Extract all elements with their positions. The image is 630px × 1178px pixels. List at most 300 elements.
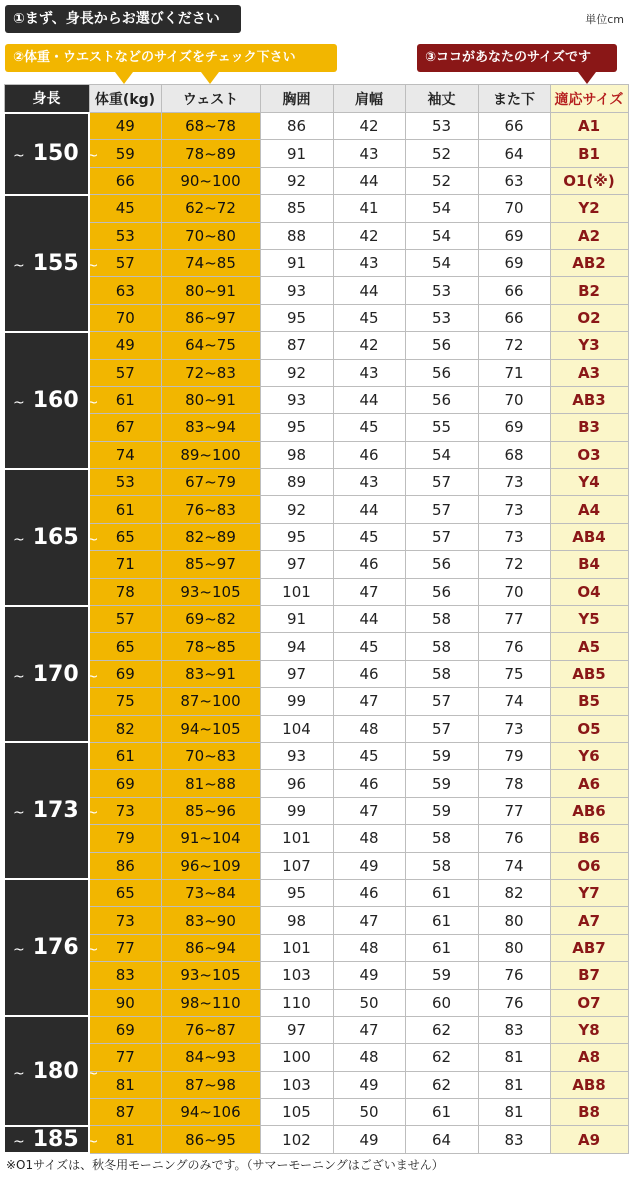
chest-cell: 92 (260, 167, 333, 194)
sleeve-cell: 57 (405, 715, 478, 742)
fit-size-cell: AB8 (550, 1071, 628, 1098)
waist-cell: 87~100 (161, 688, 260, 715)
sleeve-cell: 58 (405, 633, 478, 660)
fit-size-cell: Y4 (550, 469, 628, 496)
header-fit-size: 適応サイズ (550, 85, 628, 113)
unit-label: 単位cm (585, 13, 624, 26)
step1-banner: ①まず、身長からお選びください (5, 5, 241, 33)
chest-cell: 98 (260, 907, 333, 934)
height-value: 150 (32, 141, 79, 167)
chest-cell: 91 (260, 606, 333, 633)
waist-cell: 85~97 (161, 551, 260, 578)
tilde-right: ~ (86, 531, 99, 548)
weight-cell: 79 (89, 825, 161, 852)
sleeve-cell: 53 (405, 304, 478, 331)
sleeve-cell: 54 (405, 249, 478, 276)
waist-cell: 83~94 (161, 414, 260, 441)
height-value: 160 (32, 387, 79, 413)
sleeve-cell: 54 (405, 441, 478, 468)
waist-cell: 85~96 (161, 797, 260, 824)
fit-size-cell: A2 (550, 222, 628, 249)
sleeve-cell: 56 (405, 386, 478, 413)
tilde-left: ~ (13, 805, 25, 822)
shoulder-cell: 49 (333, 1071, 405, 1098)
shoulder-cell: 46 (333, 551, 405, 578)
inseam-cell: 76 (478, 962, 550, 989)
inseam-cell: 74 (478, 852, 550, 879)
fit-size-cell: A6 (550, 770, 628, 797)
arrow-down-icon (201, 72, 219, 84)
table-row (4, 113, 628, 140)
fit-size-cell: A1 (550, 113, 628, 140)
table-row (4, 825, 628, 852)
shoulder-cell: 47 (333, 907, 405, 934)
chest-cell: 96 (260, 770, 333, 797)
tilde-right: ~ (86, 257, 99, 274)
inseam-cell: 74 (478, 688, 550, 715)
weight-cell: 65 (89, 879, 161, 906)
table-body (4, 113, 628, 1154)
chest-cell: 95 (260, 304, 333, 331)
fit-size-cell: B4 (550, 551, 628, 578)
fit-size-cell: Y6 (550, 742, 628, 769)
weight-cell: 78 (89, 578, 161, 605)
header-shoulder: 肩幅 (333, 85, 405, 113)
tilde-right: ~ (86, 394, 99, 411)
height-cell (4, 606, 99, 743)
sleeve-cell: 54 (405, 195, 478, 222)
table-row (4, 715, 628, 742)
weight-cell: 77 (89, 1044, 161, 1071)
shoulder-cell: 42 (333, 113, 405, 140)
shoulder-cell: 48 (333, 825, 405, 852)
chest-cell: 86 (260, 113, 333, 140)
shoulder-cell: 49 (333, 1126, 405, 1153)
inseam-cell: 66 (478, 304, 550, 331)
chest-cell: 107 (260, 852, 333, 879)
inseam-cell: 71 (478, 359, 550, 386)
waist-cell: 62~72 (161, 195, 260, 222)
inseam-cell: 68 (478, 441, 550, 468)
inseam-cell: 70 (478, 578, 550, 605)
weight-cell: 81 (89, 1126, 161, 1153)
sleeve-cell: 62 (405, 1044, 478, 1071)
height-value: 170 (32, 661, 79, 687)
weight-cell: 69 (89, 1016, 161, 1043)
inseam-cell: 70 (478, 386, 550, 413)
table-row (4, 441, 628, 468)
sleeve-cell: 53 (405, 277, 478, 304)
weight-cell: 57 (89, 606, 161, 633)
chest-cell: 93 (260, 742, 333, 769)
weight-cell: 53 (89, 222, 161, 249)
table-row (4, 195, 628, 222)
waist-cell: 98~110 (161, 989, 260, 1016)
shoulder-cell: 45 (333, 633, 405, 660)
chest-cell: 101 (260, 825, 333, 852)
shoulder-cell: 47 (333, 688, 405, 715)
shoulder-cell: 49 (333, 962, 405, 989)
sleeve-cell: 61 (405, 934, 478, 961)
sleeve-cell: 52 (405, 140, 478, 167)
chest-cell: 89 (260, 469, 333, 496)
inseam-cell: 81 (478, 1071, 550, 1098)
header-weight: 体重(kg) (89, 85, 161, 113)
table-row (4, 989, 628, 1016)
fit-size-cell: Y8 (550, 1016, 628, 1043)
waist-cell: 78~89 (161, 140, 260, 167)
fit-size-cell: Y2 (550, 195, 628, 222)
header-inseam: また下 (478, 85, 550, 113)
shoulder-cell: 43 (333, 359, 405, 386)
sleeve-cell: 59 (405, 770, 478, 797)
chest-cell: 85 (260, 195, 333, 222)
shoulder-cell: 48 (333, 715, 405, 742)
fit-size-cell: Y5 (550, 606, 628, 633)
chest-cell: 99 (260, 797, 333, 824)
waist-cell: 82~89 (161, 523, 260, 550)
fit-size-cell: O5 (550, 715, 628, 742)
sleeve-cell: 62 (405, 1016, 478, 1043)
inseam-cell: 72 (478, 551, 550, 578)
footnote: ※O1サイズは、秋冬用モーニングのみです。（サマーモーニングはございません） (6, 1158, 444, 1172)
fit-size-cell: A7 (550, 907, 628, 934)
waist-cell: 67~79 (161, 469, 260, 496)
fit-size-cell: AB3 (550, 386, 628, 413)
chest-cell: 92 (260, 496, 333, 523)
height-cell (4, 332, 99, 469)
arrow-down-icon (115, 72, 133, 84)
tilde-right: ~ (86, 148, 99, 165)
waist-cell: 73~84 (161, 879, 260, 906)
sleeve-cell: 64 (405, 1126, 478, 1153)
inseam-cell: 81 (478, 1044, 550, 1071)
table-row (4, 742, 628, 769)
shoulder-cell: 42 (333, 332, 405, 359)
sleeve-cell: 54 (405, 222, 478, 249)
fit-size-cell: B2 (550, 277, 628, 304)
fit-size-cell: AB6 (550, 797, 628, 824)
table-row (4, 469, 628, 496)
table-row (4, 1126, 628, 1153)
weight-cell: 61 (89, 742, 161, 769)
weight-cell: 82 (89, 715, 161, 742)
height-cell (4, 113, 99, 195)
inseam-cell: 83 (478, 1126, 550, 1153)
chest-cell: 102 (260, 1126, 333, 1153)
sleeve-cell: 59 (405, 797, 478, 824)
shoulder-cell: 46 (333, 441, 405, 468)
chest-cell: 91 (260, 249, 333, 276)
table-row (4, 770, 628, 797)
inseam-cell: 73 (478, 523, 550, 550)
inseam-cell: 76 (478, 825, 550, 852)
height-cell (4, 195, 99, 332)
waist-cell: 70~80 (161, 222, 260, 249)
shoulder-cell: 48 (333, 934, 405, 961)
shoulder-cell: 44 (333, 606, 405, 633)
sleeve-cell: 61 (405, 1099, 478, 1126)
fit-size-cell: Y3 (550, 332, 628, 359)
table-row (4, 359, 628, 386)
size-table (3, 84, 629, 1154)
sleeve-cell: 57 (405, 523, 478, 550)
inseam-cell: 69 (478, 249, 550, 276)
inseam-cell: 76 (478, 989, 550, 1016)
chest-cell: 101 (260, 578, 333, 605)
weight-cell: 70 (89, 304, 161, 331)
shoulder-cell: 49 (333, 852, 405, 879)
table-row (4, 907, 628, 934)
fit-size-cell: O3 (550, 441, 628, 468)
weight-cell: 49 (89, 113, 161, 140)
waist-cell: 72~83 (161, 359, 260, 386)
shoulder-cell: 50 (333, 1099, 405, 1126)
weight-cell: 59 (89, 140, 161, 167)
tilde-right: ~ (86, 668, 99, 685)
chest-cell: 94 (260, 633, 333, 660)
waist-cell: 86~97 (161, 304, 260, 331)
inseam-cell: 79 (478, 742, 550, 769)
waist-cell: 94~105 (161, 715, 260, 742)
weight-cell: 61 (89, 386, 161, 413)
fit-size-cell: B6 (550, 825, 628, 852)
header-sleeve: 袖丈 (405, 85, 478, 113)
inseam-cell: 72 (478, 332, 550, 359)
shoulder-cell: 46 (333, 770, 405, 797)
waist-cell: 74~85 (161, 249, 260, 276)
shoulder-cell: 43 (333, 140, 405, 167)
weight-cell: 81 (89, 1071, 161, 1098)
waist-cell: 86~94 (161, 934, 260, 961)
weight-cell: 74 (89, 441, 161, 468)
shoulder-cell: 46 (333, 879, 405, 906)
inseam-cell: 69 (478, 414, 550, 441)
tilde-left: ~ (13, 394, 25, 411)
sleeve-cell: 55 (405, 414, 478, 441)
fit-size-cell: O4 (550, 578, 628, 605)
table-row (4, 606, 628, 633)
sleeve-cell: 59 (405, 742, 478, 769)
inseam-cell: 80 (478, 934, 550, 961)
shoulder-cell: 43 (333, 249, 405, 276)
inseam-cell: 80 (478, 907, 550, 934)
chest-cell: 87 (260, 332, 333, 359)
table-header-row (4, 85, 628, 113)
inseam-cell: 73 (478, 715, 550, 742)
weight-cell: 71 (89, 551, 161, 578)
chest-cell: 97 (260, 1016, 333, 1043)
header-waist: ウェスト (161, 85, 260, 113)
fit-size-cell: O1(※) (550, 167, 628, 194)
shoulder-cell: 45 (333, 742, 405, 769)
weight-cell: 57 (89, 249, 161, 276)
shoulder-cell: 45 (333, 414, 405, 441)
tilde-left: ~ (13, 1134, 25, 1151)
weight-cell: 73 (89, 907, 161, 934)
inseam-cell: 73 (478, 496, 550, 523)
fit-size-cell: O6 (550, 852, 628, 879)
fit-size-cell: A9 (550, 1126, 628, 1153)
tilde-right: ~ (86, 1134, 99, 1151)
tilde-right: ~ (86, 805, 99, 822)
height-value: 173 (32, 798, 79, 824)
waist-cell: 81~88 (161, 770, 260, 797)
height-cell (4, 742, 99, 879)
step3-banner: ③ココがあなたのサイズです (417, 44, 617, 72)
shoulder-cell: 41 (333, 195, 405, 222)
chest-cell: 110 (260, 989, 333, 1016)
shoulder-cell: 44 (333, 386, 405, 413)
chest-cell: 95 (260, 414, 333, 441)
table-row (4, 578, 628, 605)
inseam-cell: 76 (478, 633, 550, 660)
sleeve-cell: 58 (405, 825, 478, 852)
fit-size-cell: A8 (550, 1044, 628, 1071)
weight-cell: 66 (89, 167, 161, 194)
weight-cell: 77 (89, 934, 161, 961)
inseam-cell: 69 (478, 222, 550, 249)
table-row (4, 222, 628, 249)
weight-cell: 63 (89, 277, 161, 304)
waist-cell: 80~91 (161, 277, 260, 304)
chest-cell: 103 (260, 962, 333, 989)
fit-size-cell: O2 (550, 304, 628, 331)
chest-cell: 104 (260, 715, 333, 742)
shoulder-cell: 47 (333, 1016, 405, 1043)
chest-cell: 103 (260, 1071, 333, 1098)
waist-cell: 68~78 (161, 113, 260, 140)
shoulder-cell: 42 (333, 222, 405, 249)
shoulder-cell: 46 (333, 660, 405, 687)
weight-cell: 75 (89, 688, 161, 715)
table-row (4, 414, 628, 441)
inseam-cell: 66 (478, 277, 550, 304)
weight-cell: 61 (89, 496, 161, 523)
tilde-left: ~ (13, 257, 25, 274)
chest-cell: 105 (260, 1099, 333, 1126)
chest-cell: 92 (260, 359, 333, 386)
waist-cell: 80~91 (161, 386, 260, 413)
sleeve-cell: 53 (405, 113, 478, 140)
tilde-left: ~ (13, 942, 25, 959)
table-row (4, 167, 628, 194)
fit-size-cell: Y7 (550, 879, 628, 906)
waist-cell: 64~75 (161, 332, 260, 359)
header-height: 身長 (4, 85, 89, 113)
weight-cell: 49 (89, 332, 161, 359)
chest-cell: 97 (260, 660, 333, 687)
waist-cell: 89~100 (161, 441, 260, 468)
fit-size-cell: AB7 (550, 934, 628, 961)
shoulder-cell: 43 (333, 469, 405, 496)
sleeve-cell: 56 (405, 551, 478, 578)
tilde-left: ~ (13, 1065, 25, 1082)
weight-cell: 67 (89, 414, 161, 441)
inseam-cell: 83 (478, 1016, 550, 1043)
table-row (4, 962, 628, 989)
arrow-down-icon (578, 72, 596, 84)
sleeve-cell: 58 (405, 852, 478, 879)
shoulder-cell: 44 (333, 277, 405, 304)
fit-size-cell: A3 (550, 359, 628, 386)
weight-cell: 73 (89, 797, 161, 824)
waist-cell: 91~104 (161, 825, 260, 852)
waist-cell: 93~105 (161, 962, 260, 989)
shoulder-cell: 50 (333, 989, 405, 1016)
fit-size-cell: AB5 (550, 660, 628, 687)
tilde-left: ~ (13, 668, 25, 685)
waist-cell: 94~106 (161, 1099, 260, 1126)
fit-size-cell: AB4 (550, 523, 628, 550)
inseam-cell: 66 (478, 113, 550, 140)
weight-cell: 57 (89, 359, 161, 386)
inseam-cell: 73 (478, 469, 550, 496)
table-row (4, 688, 628, 715)
waist-cell: 93~105 (161, 578, 260, 605)
chest-cell: 99 (260, 688, 333, 715)
shoulder-cell: 44 (333, 167, 405, 194)
fit-size-cell: O7 (550, 989, 628, 1016)
height-cell (4, 1126, 99, 1153)
weight-cell: 53 (89, 469, 161, 496)
waist-cell: 76~83 (161, 496, 260, 523)
height-value: 155 (32, 250, 79, 276)
sleeve-cell: 61 (405, 879, 478, 906)
inseam-cell: 82 (478, 879, 550, 906)
height-value: 165 (32, 524, 79, 550)
table-row (4, 496, 628, 523)
waist-cell: 83~90 (161, 907, 260, 934)
weight-cell: 69 (89, 660, 161, 687)
fit-size-cell: B1 (550, 140, 628, 167)
height-cell (4, 879, 99, 1016)
chest-cell: 95 (260, 523, 333, 550)
table-row (4, 304, 628, 331)
table-row (4, 879, 628, 906)
waist-cell: 83~91 (161, 660, 260, 687)
weight-cell: 65 (89, 523, 161, 550)
fit-size-cell: B8 (550, 1099, 628, 1126)
waist-cell: 90~100 (161, 167, 260, 194)
table-row (4, 551, 628, 578)
waist-cell: 70~83 (161, 742, 260, 769)
fit-size-cell: A4 (550, 496, 628, 523)
weight-cell: 86 (89, 852, 161, 879)
sleeve-cell: 56 (405, 332, 478, 359)
chest-cell: 93 (260, 277, 333, 304)
height-value: 176 (32, 935, 79, 961)
table-row (4, 277, 628, 304)
table-row (4, 852, 628, 879)
height-value: 185 (32, 1127, 79, 1153)
sleeve-cell: 52 (405, 167, 478, 194)
waist-cell: 86~95 (161, 1126, 260, 1153)
sleeve-cell: 60 (405, 989, 478, 1016)
waist-cell: 76~87 (161, 1016, 260, 1043)
inseam-cell: 75 (478, 660, 550, 687)
shoulder-cell: 47 (333, 578, 405, 605)
inseam-cell: 77 (478, 606, 550, 633)
chest-cell: 88 (260, 222, 333, 249)
chest-cell: 95 (260, 879, 333, 906)
chest-cell: 100 (260, 1044, 333, 1071)
inseam-cell: 78 (478, 770, 550, 797)
step2-banner: ②体重・ウエストなどのサイズをチェック下さい (5, 44, 337, 72)
sleeve-cell: 62 (405, 1071, 478, 1098)
fit-size-cell: B5 (550, 688, 628, 715)
weight-cell: 87 (89, 1099, 161, 1126)
